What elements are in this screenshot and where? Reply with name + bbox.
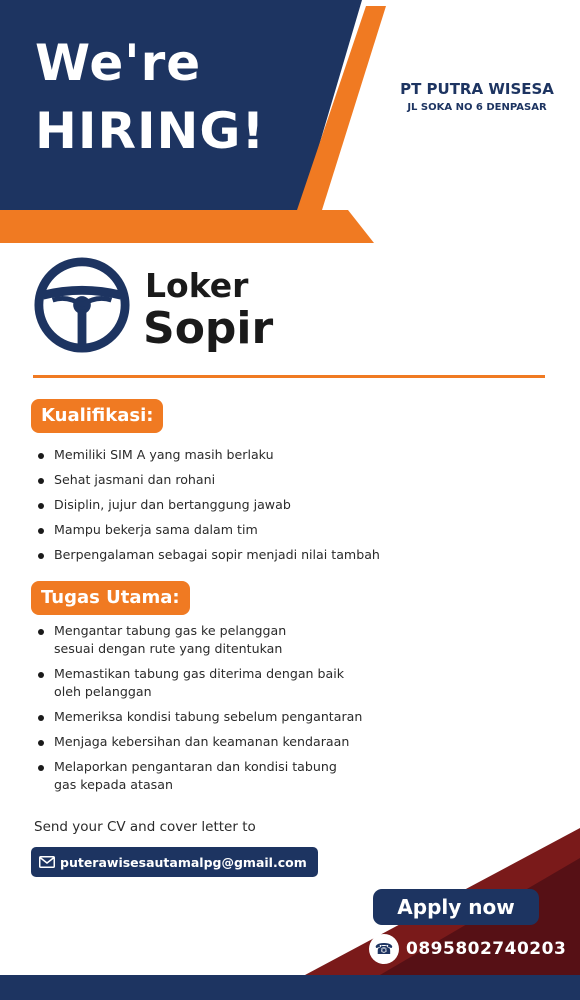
duties-heading: Tugas Utama:: [31, 581, 190, 615]
list-item: Sehat jasmani dan rohani: [38, 471, 380, 489]
footer-navy-bar: [0, 975, 580, 1000]
list-item: Memiliki SIM A yang masih berlaku: [38, 446, 380, 464]
email-address: puterawisesautamalpg@gmail.com: [60, 854, 307, 870]
list-item-line: Melaporkan pengantaran dan kondisi tabung: [54, 759, 337, 774]
list-item-line: Memastikan tabung gas diterima dengan baik: [54, 666, 345, 681]
send-cv-text: Send your CV and cover letter to: [34, 819, 256, 835]
list-item: [38, 733, 362, 751]
company-block: [382, 80, 572, 113]
list-item: [38, 708, 362, 726]
list-item: Mampu bekerja sama dalam tim: [38, 521, 380, 539]
job-title-line2: Sopir: [143, 303, 274, 354]
list-item-line: gas kepada atasan: [54, 777, 173, 792]
steering-wheel-icon: [33, 256, 131, 354]
list-item-line: oleh pelanggan: [54, 684, 152, 699]
phone-icon: ☎: [369, 934, 399, 964]
qualifications-list: [38, 446, 380, 571]
list-item: [38, 622, 362, 658]
phone-contact[interactable]: [369, 934, 566, 964]
list-item: [38, 665, 362, 701]
list-item: Berpengalaman sebagai sopir menjadi nilai tambah: [38, 546, 380, 564]
section-divider: [33, 375, 545, 378]
phone-number: 0895802740203: [406, 939, 567, 959]
hiring-headline-line2: HIRING!: [35, 102, 266, 160]
duties-list: [38, 622, 362, 801]
header-orange-bar: [0, 210, 374, 243]
qualifications-heading: Kualifikasi:: [31, 399, 163, 433]
hiring-headline-line1: We're: [35, 34, 202, 92]
apply-now-button[interactable]: Apply now: [373, 889, 539, 925]
list-item-line: sesuai dengan rute yang ditentukan: [54, 641, 283, 656]
job-title-line1: Loker: [145, 266, 249, 305]
email-link[interactable]: [31, 847, 318, 877]
company-name: PT PUTRA WISESA: [400, 80, 554, 98]
list-item-line: Memeriksa kondisi tabung sebelum pengantaran: [54, 709, 363, 724]
list-item-line: Mengantar tabung gas ke pelanggan: [54, 623, 287, 638]
list-item-line: Menjaga kebersihan dan keamanan kendaraan: [54, 734, 350, 749]
company-address: JL SOKA NO 6 DENPASAR: [407, 102, 547, 113]
list-item: [38, 758, 362, 794]
envelope-icon: [39, 856, 55, 868]
list-item: Disiplin, jujur dan bertanggung jawab: [38, 496, 380, 514]
